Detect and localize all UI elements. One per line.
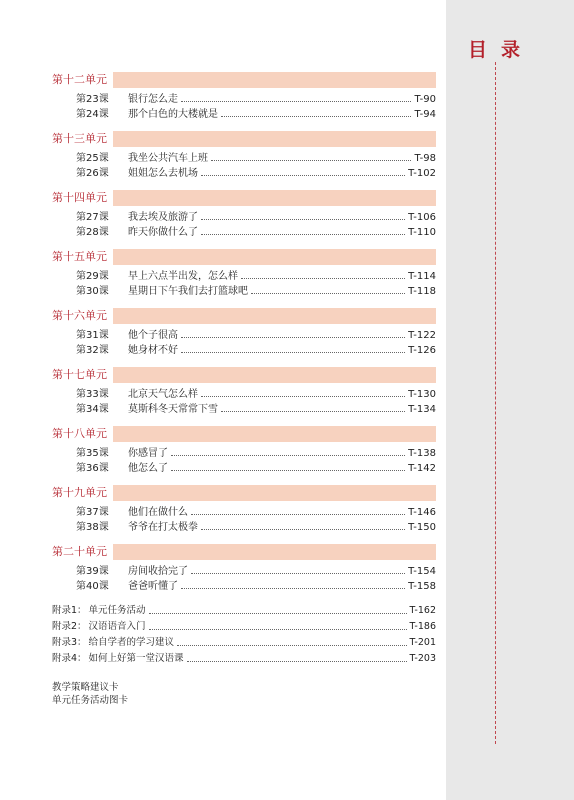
page-number: T-138 xyxy=(408,448,436,459)
lesson-title: 你感冒了 xyxy=(128,448,168,459)
page-number: T-126 xyxy=(408,345,436,356)
lesson-number: 第32课 xyxy=(76,345,109,356)
unit-title: 第十四单元 xyxy=(52,190,113,206)
appendix-entry[interactable] xyxy=(52,651,436,667)
lesson-title: 她身材不好 xyxy=(128,345,178,356)
lesson-title: 早上六点半出发，怎么样 xyxy=(128,271,238,282)
dot-leader xyxy=(201,529,405,530)
page-number: T-110 xyxy=(408,227,436,238)
page-number: T-122 xyxy=(408,330,436,341)
unit-header-bar xyxy=(52,131,436,147)
dot-leader xyxy=(177,645,406,646)
lesson-number: 第40课 xyxy=(76,581,109,592)
side-panel xyxy=(446,0,574,800)
lesson-number: 第38课 xyxy=(76,522,109,533)
lesson-entry[interactable] xyxy=(52,225,436,240)
unit-title: 第十三单元 xyxy=(52,131,113,147)
lesson-number: 第37课 xyxy=(76,507,109,518)
lesson-entry[interactable] xyxy=(52,166,436,181)
unit-header-bar xyxy=(52,190,436,206)
dot-leader xyxy=(201,175,405,176)
page-number: T-102 xyxy=(408,168,436,179)
lesson-number: 第39课 xyxy=(76,566,109,577)
dot-leader xyxy=(171,455,405,456)
extras-list xyxy=(52,681,436,707)
lesson-title: 爸爸听懂了 xyxy=(128,581,178,592)
lesson-entry[interactable] xyxy=(52,461,436,476)
lesson-title: 他们在做什么 xyxy=(128,507,188,518)
lesson-number: 第30课 xyxy=(76,286,109,297)
unit-header-bar xyxy=(52,426,436,442)
unit-title: 第十二单元 xyxy=(52,72,113,88)
appendix-number: 附录2： xyxy=(52,621,87,632)
dot-leader xyxy=(181,352,405,353)
appendix-number: 附录4： xyxy=(52,653,87,664)
dot-leader xyxy=(201,234,405,235)
lesson-number: 第28课 xyxy=(76,227,109,238)
unit-title: 第十七单元 xyxy=(52,367,113,383)
unit-section xyxy=(52,544,436,594)
dot-leader xyxy=(187,661,407,662)
lesson-entry[interactable] xyxy=(52,269,436,284)
unit-section xyxy=(52,367,436,417)
lesson-entry[interactable] xyxy=(52,284,436,299)
lesson-entry[interactable] xyxy=(52,107,436,122)
page-number: T-134 xyxy=(408,404,436,415)
unit-section xyxy=(52,249,436,299)
dot-leader xyxy=(201,219,405,220)
page-number: T-114 xyxy=(408,271,436,282)
page-number: T-203 xyxy=(409,653,436,664)
dot-leader xyxy=(191,514,405,515)
page-number: T-158 xyxy=(408,581,436,592)
lesson-number: 第29课 xyxy=(76,271,109,282)
unit-header-bar xyxy=(52,72,436,88)
appendix-title: 给自学者的学习建议 xyxy=(88,637,175,648)
page-number: T-106 xyxy=(408,212,436,223)
appendix-number: 附录3： xyxy=(52,637,87,648)
appendix-entry[interactable] xyxy=(52,619,436,635)
toc-heading: 目录 xyxy=(468,39,535,61)
lesson-title: 姐姐怎么去机场 xyxy=(128,168,198,179)
unit-section xyxy=(52,485,436,535)
unit-header-bar xyxy=(52,308,436,324)
lesson-entry[interactable] xyxy=(52,564,436,579)
lesson-entry[interactable] xyxy=(52,328,436,343)
lesson-entry[interactable] xyxy=(52,387,436,402)
unit-section xyxy=(52,426,436,476)
lesson-number: 第25课 xyxy=(76,153,109,164)
lesson-number: 第34课 xyxy=(76,404,109,415)
dot-leader xyxy=(221,411,405,412)
page-number: T-146 xyxy=(408,507,436,518)
dot-leader xyxy=(181,101,411,102)
lesson-entry[interactable] xyxy=(52,402,436,417)
lesson-title: 昨天你做什么了 xyxy=(128,227,198,238)
unit-section xyxy=(52,72,436,122)
dot-leader xyxy=(211,160,411,161)
lesson-title: 我去埃及旅游了 xyxy=(128,212,198,223)
side-divider xyxy=(495,62,496,744)
lesson-entry[interactable] xyxy=(52,151,436,166)
lesson-title: 我坐公共汽车上班 xyxy=(128,153,208,164)
lesson-number: 第23课 xyxy=(76,94,109,105)
unit-title: 第十五单元 xyxy=(52,249,113,265)
lesson-entry[interactable] xyxy=(52,579,436,594)
unit-title: 第十六单元 xyxy=(52,308,113,324)
unit-title: 第二十单元 xyxy=(52,544,113,560)
lesson-number: 第27课 xyxy=(76,212,109,223)
unit-section xyxy=(52,131,436,181)
lesson-entry[interactable] xyxy=(52,505,436,520)
page-number: T-201 xyxy=(409,637,436,648)
appendix-title: 单元任务活动 xyxy=(88,605,146,616)
page-number: T-90 xyxy=(414,94,436,105)
lesson-title: 房间收拾完了 xyxy=(128,566,188,577)
lesson-number: 第33课 xyxy=(76,389,109,400)
dot-leader xyxy=(149,629,407,630)
unit-list xyxy=(52,72,436,594)
unit-header-bar xyxy=(52,367,436,383)
appendix-entry[interactable] xyxy=(52,635,436,651)
lesson-title: 那个白色的大楼就是 xyxy=(128,109,218,120)
lesson-entry[interactable] xyxy=(52,210,436,225)
dot-leader xyxy=(181,588,405,589)
dot-leader xyxy=(201,396,405,397)
unit-title: 第十九单元 xyxy=(52,485,113,501)
lesson-number: 第26课 xyxy=(76,168,109,179)
appendix-entry[interactable] xyxy=(52,603,436,619)
page-number: T-118 xyxy=(408,286,436,297)
unit-header-bar xyxy=(52,544,436,560)
page-number: T-162 xyxy=(409,605,436,616)
unit-title: 第十八单元 xyxy=(52,426,113,442)
lesson-title: 他怎么了 xyxy=(128,463,168,474)
page-number: T-186 xyxy=(409,621,436,632)
page-number: T-142 xyxy=(408,463,436,474)
lesson-title: 银行怎么走 xyxy=(128,94,178,105)
dot-leader xyxy=(221,116,411,117)
extra-item: 教学策略建议卡 xyxy=(52,682,119,693)
page-number: T-150 xyxy=(408,522,436,533)
appendix-list xyxy=(52,603,436,667)
dot-leader xyxy=(181,337,405,338)
unit-section xyxy=(52,308,436,358)
page-number: T-98 xyxy=(414,153,436,164)
dot-leader xyxy=(149,613,407,614)
lesson-title: 莫斯科冬天常常下雪 xyxy=(128,404,218,415)
page-number: T-130 xyxy=(408,389,436,400)
unit-header-bar xyxy=(52,485,436,501)
page-number: T-154 xyxy=(408,566,436,577)
lesson-title: 星期日下午我们去打篮球吧 xyxy=(128,286,248,297)
unit-header-bar xyxy=(52,249,436,265)
lesson-entry[interactable] xyxy=(52,343,436,358)
lesson-entry[interactable] xyxy=(52,92,436,107)
appendix-title: 如何上好第一堂汉语课 xyxy=(88,653,184,664)
lesson-number: 第31课 xyxy=(76,330,109,341)
table-of-contents xyxy=(52,72,436,707)
appendix-title: 汉语语音入门 xyxy=(88,621,146,632)
lesson-number: 第24课 xyxy=(76,109,109,120)
lesson-entry[interactable] xyxy=(52,446,436,461)
page-number: T-94 xyxy=(414,109,436,120)
dot-leader xyxy=(241,278,405,279)
lesson-number: 第35课 xyxy=(76,448,109,459)
lesson-title: 北京天气怎么样 xyxy=(128,389,198,400)
unit-section xyxy=(52,190,436,240)
dot-leader xyxy=(171,470,405,471)
appendix-number: 附录1： xyxy=(52,605,87,616)
dot-leader xyxy=(251,293,405,294)
lesson-title: 他个子很高 xyxy=(128,330,178,341)
extra-item: 单元任务活动图卡 xyxy=(52,695,129,706)
dot-leader xyxy=(191,573,405,574)
lesson-entry[interactable] xyxy=(52,520,436,535)
lesson-title: 爷爷在打太极拳 xyxy=(128,522,198,533)
lesson-number: 第36课 xyxy=(76,463,109,474)
